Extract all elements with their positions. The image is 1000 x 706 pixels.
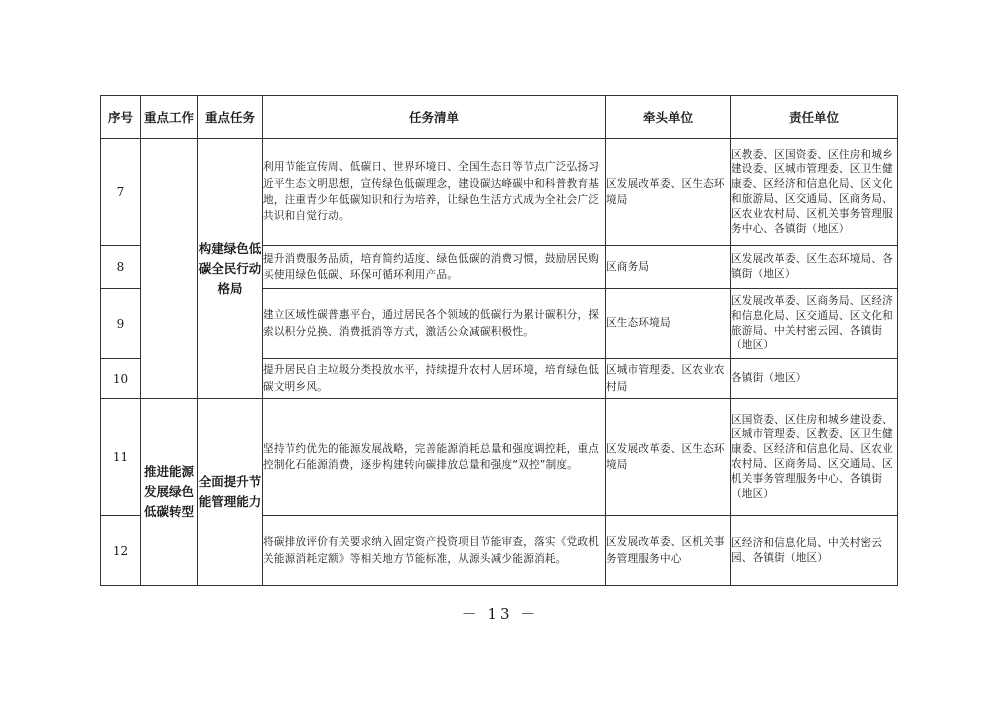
row-seq: 11 — [101, 399, 141, 516]
focus-task-green-action: 构建绿色低碳全民行动格局 — [198, 139, 263, 399]
task-table — [100, 95, 898, 586]
task-text: 将碳排放评价有关要求纳入固定资产投资项目节能审查，落实《党政机关能源消耗定额》等相关地方节能标准，从源头减少能源消耗。 — [263, 516, 606, 586]
header-task-list: 任务清单 — [263, 96, 606, 139]
row-seq: 10 — [101, 359, 141, 399]
lead-unit: 区发展改革委、区生态环境局 — [606, 399, 731, 516]
task-text: 提升居民自主垃圾分类投放水平，持续提升农村人居环境，培育绿色低碳文明乡风。 — [263, 359, 606, 399]
task-text: 建立区域性碳普惠平台，通过居民各个领域的低碳行为累计碳积分，探索以积分兑换、消费抵消等方式，激活公众减碳积极性。 — [263, 289, 606, 359]
table-row — [101, 399, 898, 516]
row-seq: 8 — [101, 246, 141, 289]
header-resp-unit: 责任单位 — [731, 96, 898, 139]
focus-task-energy-saving: 全面提升节能管理能力 — [198, 399, 263, 586]
lead-unit: 区生态环境局 — [606, 289, 731, 359]
focus-work-energy: 推进能源发展绿色低碳转型 — [141, 399, 198, 586]
resp-unit: 区教委、区国资委、区住房和城乡建设委、区城市管理委、区卫生健康委、区经济和信息化局、区文化和旅游局、区交通局、区商务局、区农业农村局、区机关事务管理服务中心、各镇街（地区） — [731, 139, 898, 246]
task-text: 利用节能宣传周、低碳日、世界环境日、全国生态日等节点广泛弘扬习近平生态文明思想，宣传绿色低碳理念，建设碳达峰碳中和科普教育基地，注重青少年低碳知识和行为培养，让绿色生活方式成为全社会广泛共识和自觉行动。 — [263, 139, 606, 246]
focus-work-cell — [141, 139, 198, 399]
task-text: 提升消费服务品质，培育简约适度、绿色低碳的消费习惯，鼓励居民购买使用绿色低碳、环保可循环利用产品。 — [263, 246, 606, 289]
task-text: 坚持节约优先的能源发展战略，完善能源消耗总量和强度调控耗，重点控制化石能源消费，逐步构建转向碳排放总量和强度“双控”制度。 — [263, 399, 606, 516]
resp-unit: 区经济和信息化局、中关村密云园、各镇街（地区） — [731, 516, 898, 586]
header-seq: 序号 — [101, 96, 141, 139]
header-row — [101, 96, 898, 139]
resp-unit: 区发展改革委、区生态环境局、各镇街（地区） — [731, 246, 898, 289]
resp-unit: 区国资委、区住房和城乡建设委、区城市管理委、区教委、区卫生健康委、区经济和信息化局、区农业农村局、区商务局、区交通局、区机关事务管理服务中心、各镇街（地区） — [731, 399, 898, 516]
lead-unit: 区商务局 — [606, 246, 731, 289]
lead-unit: 区发展改革委、区生态环境局 — [606, 139, 731, 246]
resp-unit: 区发展改革委、区商务局、区经济和信息化局、区交通局、区文化和旅游局、中关村密云园、各镇街（地区） — [731, 289, 898, 359]
row-seq: 7 — [101, 139, 141, 246]
header-focus-task: 重点任务 — [198, 96, 263, 139]
page-number: － 13 － — [461, 605, 539, 623]
resp-unit: 各镇街（地区） — [731, 359, 898, 399]
table-row — [101, 139, 898, 246]
lead-unit: 区发展改革委、区机关事务管理服务中心 — [606, 516, 731, 586]
header-lead-unit: 牵头单位 — [606, 96, 731, 139]
header-focus-work: 重点工作 — [141, 96, 198, 139]
row-seq: 9 — [101, 289, 141, 359]
lead-unit: 区城市管理委、区农业农村局 — [606, 359, 731, 399]
row-seq: 12 — [101, 516, 141, 586]
